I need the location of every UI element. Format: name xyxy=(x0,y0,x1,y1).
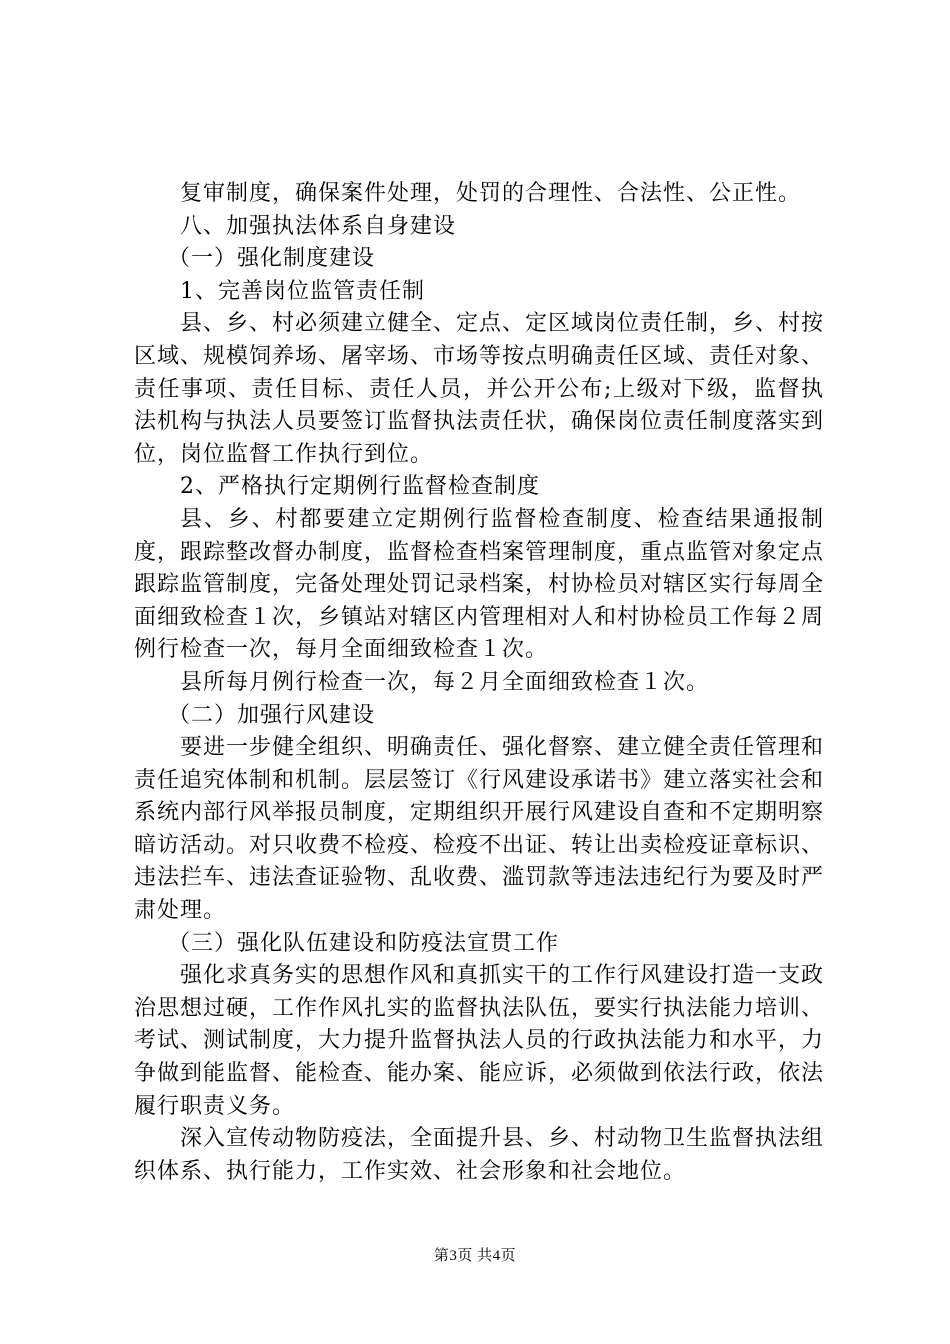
subsection-heading: （二）加强行风建设 xyxy=(168,702,376,728)
paragraph: 县所每月例行检查一次，每２月全面细致检查１次。 xyxy=(180,669,710,695)
subsection-heading: （三）强化队伍建设和防疫法宣贯工作 xyxy=(168,930,560,956)
body-text xyxy=(134,178,824,1188)
section-heading: 八、加强执法体系自身建设 xyxy=(180,213,457,239)
page-footer xyxy=(0,1244,950,1265)
subsection-heading: （一）强化制度建设 xyxy=(168,246,376,272)
paragraph: 复审制度，确保案件处理，处罚的合理性、合法性、公正性。 xyxy=(180,181,802,206)
paragraph: 县、乡、村都要建立定期例行监督检查制度、检查结果通报制度，跟踪整改督办制度，监督检查档案管理制度，重点监管对象定点跟踪监管制度，完备处理处罚记录档案，村协检员对辖区实行每周全面细致检查１次，乡镇站对辖区内管理相对人和村协检员工作每２周例行检查一次，每月全面细致检查１次。 xyxy=(134,506,825,663)
page-number: 第3页 共4页 xyxy=(433,1248,517,1264)
item-heading: 2、严格执行定期例行监督检查制度 xyxy=(180,474,540,500)
item-heading: 1、完善岗位监管责任制 xyxy=(180,278,425,304)
paragraph: 要进一步健全组织、明确责任、强化督察、建立健全责任管理和责任追究体制和机制。层层签订《行风建设承诺书》建立落实社会和系统内部行风举报员制度，定期组织开展行风建设自查和不定期明察暗访活动。对只收费不检疫、检疫不出证、转让出卖检疫证章标识、违法拦车、违法查证验物、乱收费、滥罚款等违法违纪行为要及时严肃处理。 xyxy=(134,735,825,924)
paragraph: 县、乡、村必须建立健全、定点、定区域岗位责任制，乡、村按区域、规模饲养场、屠宰场、市场等按点明确责任区域、责任对象、责任事项、责任目标、责任人员，并公开公布;上级对下级，监督执法机构与执法人员要签订监督执法责任状，确保岗位责任制度落实到位，岗位监督工作执行到位。 xyxy=(134,311,825,467)
paragraph: 强化求真务实的思想作风和真抓实干的工作行风建设打造一支政治思想过硬，工作作风扎实的监督执法队伍，要实行执法能力培训、考试、测试制度，大力提升监督执法人员的行政执法能力和水平，力争做到能监督、能检查、能办案、能应诉，必须做到依法行政，依法履行职责义务。 xyxy=(134,963,825,1119)
paragraph: 深入宣传动物防疫法，全面提升县、乡、村动物卫生监督执法组织体系、执行能力，工作实效、社会形象和社会地位。 xyxy=(134,1126,825,1184)
